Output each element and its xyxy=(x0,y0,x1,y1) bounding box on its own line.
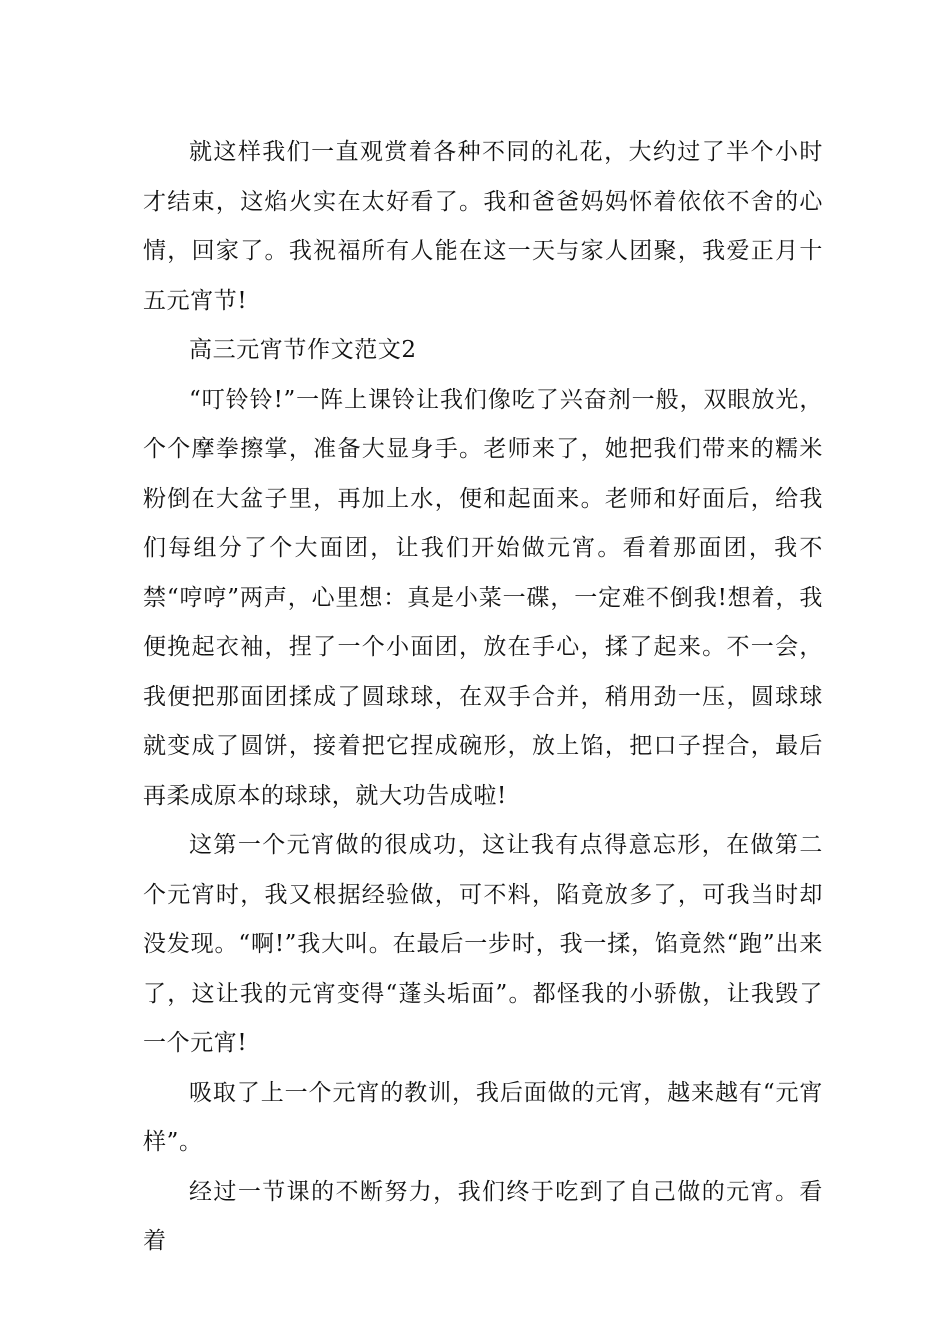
paragraph-ending: 经过一节课的不断努力，我们终于吃到了自己做的元宵。看着 xyxy=(143,1178,823,1254)
section-title: 高三元宵节作文范文2 xyxy=(189,337,417,363)
document-body xyxy=(143,128,823,1267)
paragraph-lesson-learned: 吸取了上一个元宵的教训，我后面做的元宵，越来越有“元宵样”。 xyxy=(143,1079,823,1155)
paragraph-making-dough: “叮铃铃!”一阵上课铃让我们像吃了兴奋剂一般，双眼放光，个个摩拳擦掌，准备大显身手。老师来了，她把我们带来的糯米粉倒在大盆子里，再加上水，便和起面来。老师和好面后，给我们每组分了个大面团，让我们开始做元宵。看着那面团，我不禁“哼哼”两声，心里想：真是小菜一碟，一定难不倒我!想着，我便挽起衣袖，捏了一个小面团，放在手心，揉了起来。不一会，我便把那面团揉成了圆球球，在双手合并，稍用劲一压，圆球球就变成了圆饼，接着把它捏成碗形，放上馅，把口子捏合，最后再柔成原本的球球，就大功告成啦! xyxy=(143,386,823,809)
paragraph-second-yuanxiao: 这第一个元宵做的很成功，这让我有点得意忘形，在做第二个元宵时，我又根据经验做，可不料，陷竟放多了，可我当时却没发现。“啊!”我大叫。在最后一步时，我一揉，馅竟然“跑”出来了，这让我的元宵变得“蓬头垢面”。都怪我的小骄傲，让我毁了一个元宵! xyxy=(143,832,823,1056)
paragraph-closing: 就这样我们一直观赏着各种不同的礼花，大约过了半个小时才结束，这焰火实在太好看了。我和爸爸妈妈怀着依依不舍的心情，回家了。我祝福所有人能在这一天与家人团聚，我爱正月十五元宵节! xyxy=(143,139,823,314)
